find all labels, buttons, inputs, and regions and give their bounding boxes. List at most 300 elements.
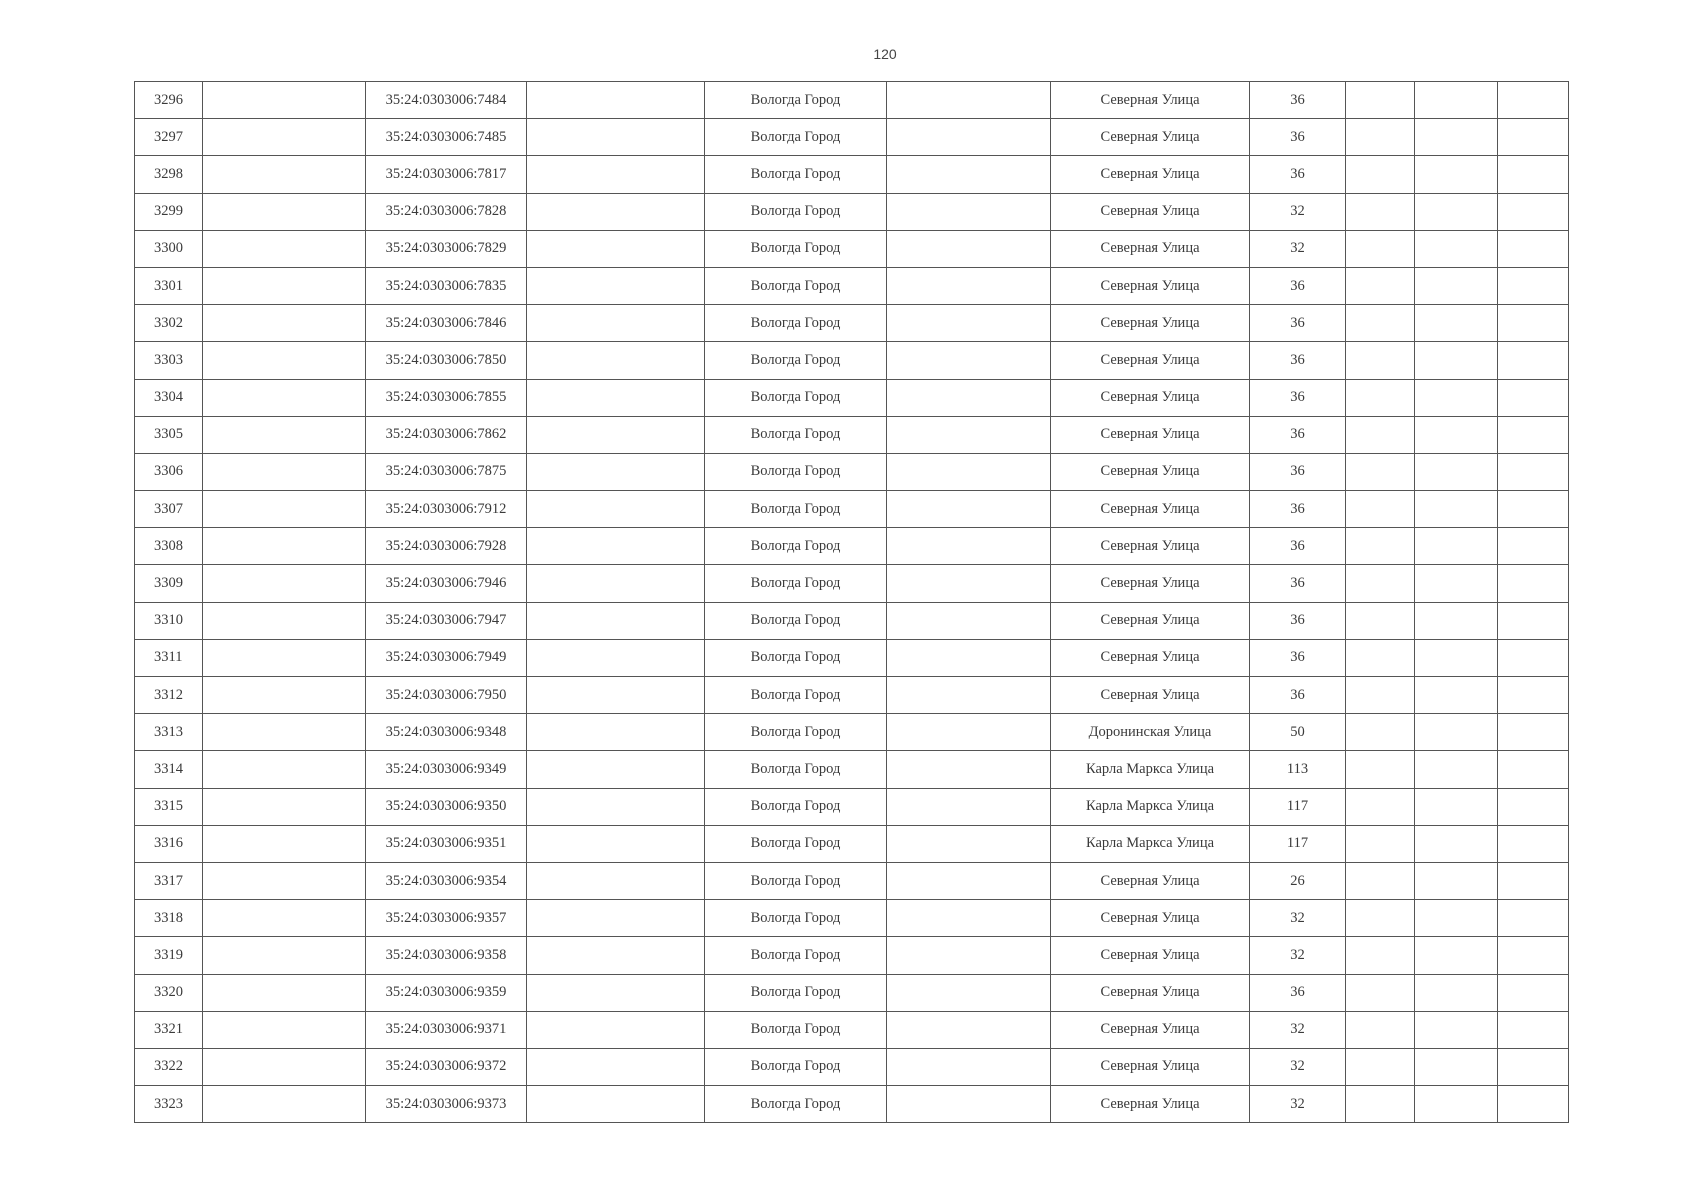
- cell-house-number: 26: [1250, 862, 1346, 899]
- cell-empty: [1415, 156, 1498, 193]
- cell-row-number: 3299: [135, 193, 203, 230]
- cell-empty: [887, 453, 1051, 490]
- table-row: [135, 230, 1569, 267]
- cell-empty: [203, 193, 366, 230]
- cell-empty: [203, 82, 366, 119]
- cell-row-number: 3309: [135, 565, 203, 602]
- cell-empty: [1498, 342, 1569, 379]
- cell-empty: [1346, 677, 1415, 714]
- cell-empty: [527, 937, 705, 974]
- cell-empty: [1415, 565, 1498, 602]
- cell-empty: [1498, 453, 1569, 490]
- cell-empty: [1498, 788, 1569, 825]
- cell-house-number: 32: [1250, 900, 1346, 937]
- cell-city: Вологда Город: [705, 862, 887, 899]
- cell-empty: [1346, 156, 1415, 193]
- table-row: [135, 602, 1569, 639]
- cell-row-number: 3314: [135, 751, 203, 788]
- cell-empty: [527, 714, 705, 751]
- cell-empty: [1346, 937, 1415, 974]
- cell-empty: [1498, 193, 1569, 230]
- cell-house-number: 36: [1250, 342, 1346, 379]
- cell-empty: [1346, 788, 1415, 825]
- cell-empty: [1498, 1048, 1569, 1085]
- table-row: [135, 751, 1569, 788]
- cell-cadastral-number: 35:24:0303006:9371: [366, 1011, 527, 1048]
- cell-cadastral-number: 35:24:0303006:9348: [366, 714, 527, 751]
- cell-empty: [1415, 677, 1498, 714]
- cell-row-number: 3315: [135, 788, 203, 825]
- cell-empty: [1498, 862, 1569, 899]
- cell-empty: [887, 156, 1051, 193]
- cell-city: Вологда Город: [705, 491, 887, 528]
- cell-empty: [1415, 82, 1498, 119]
- cell-house-number: 32: [1250, 937, 1346, 974]
- cell-empty: [1498, 751, 1569, 788]
- cell-empty: [527, 491, 705, 528]
- cell-city: Вологда Город: [705, 900, 887, 937]
- cell-empty: [203, 416, 366, 453]
- cell-empty: [887, 937, 1051, 974]
- cell-empty: [887, 416, 1051, 453]
- cell-empty: [1498, 528, 1569, 565]
- cell-empty: [203, 230, 366, 267]
- cell-cadastral-number: 35:24:0303006:7928: [366, 528, 527, 565]
- cell-empty: [1346, 1048, 1415, 1085]
- cell-cadastral-number: 35:24:0303006:7949: [366, 639, 527, 676]
- cell-empty: [1346, 453, 1415, 490]
- cell-city: Вологда Город: [705, 305, 887, 342]
- cell-empty: [887, 714, 1051, 751]
- cell-cadastral-number: 35:24:0303006:7912: [366, 491, 527, 528]
- cell-cadastral-number: 35:24:0303006:7835: [366, 267, 527, 304]
- registry-table: [134, 81, 1569, 1123]
- table-row: [135, 1011, 1569, 1048]
- cell-row-number: 3316: [135, 825, 203, 862]
- cell-cadastral-number: 35:24:0303006:9372: [366, 1048, 527, 1085]
- cell-empty: [887, 974, 1051, 1011]
- cell-empty: [1498, 825, 1569, 862]
- cell-row-number: 3313: [135, 714, 203, 751]
- cell-house-number: 32: [1250, 193, 1346, 230]
- cell-house-number: 36: [1250, 677, 1346, 714]
- cell-empty: [887, 491, 1051, 528]
- cell-street: Северная Улица: [1051, 305, 1250, 342]
- cell-empty: [1415, 491, 1498, 528]
- cell-house-number: 36: [1250, 156, 1346, 193]
- cell-city: Вологда Город: [705, 453, 887, 490]
- cell-city: Вологда Город: [705, 565, 887, 602]
- cell-empty: [203, 305, 366, 342]
- cell-empty: [1346, 305, 1415, 342]
- cell-street: Северная Улица: [1051, 342, 1250, 379]
- cell-empty: [203, 974, 366, 1011]
- cell-empty: [527, 751, 705, 788]
- cell-city: Вологда Город: [705, 639, 887, 676]
- cell-empty: [887, 751, 1051, 788]
- cell-city: Вологда Город: [705, 1011, 887, 1048]
- cell-empty: [1415, 900, 1498, 937]
- cell-empty: [527, 342, 705, 379]
- cell-empty: [1498, 639, 1569, 676]
- cell-empty: [527, 230, 705, 267]
- cell-empty: [527, 639, 705, 676]
- cell-row-number: 3317: [135, 862, 203, 899]
- cell-empty: [887, 305, 1051, 342]
- cell-house-number: 117: [1250, 825, 1346, 862]
- cell-empty: [1498, 491, 1569, 528]
- cell-cadastral-number: 35:24:0303006:9358: [366, 937, 527, 974]
- cell-house-number: 36: [1250, 453, 1346, 490]
- cell-empty: [1498, 565, 1569, 602]
- cell-empty: [527, 379, 705, 416]
- cell-street: Северная Улица: [1051, 379, 1250, 416]
- cell-empty: [1498, 82, 1569, 119]
- cell-empty: [527, 1011, 705, 1048]
- cell-city: Вологда Город: [705, 156, 887, 193]
- cell-empty: [1346, 900, 1415, 937]
- cell-house-number: 36: [1250, 267, 1346, 304]
- cell-street: Северная Улица: [1051, 193, 1250, 230]
- cell-empty: [1498, 156, 1569, 193]
- cell-empty: [527, 156, 705, 193]
- cell-empty: [1498, 119, 1569, 156]
- cell-empty: [527, 82, 705, 119]
- cell-empty: [887, 82, 1051, 119]
- cell-empty: [887, 565, 1051, 602]
- cell-empty: [203, 900, 366, 937]
- cell-empty: [203, 453, 366, 490]
- cell-empty: [887, 788, 1051, 825]
- cell-cadastral-number: 35:24:0303006:7875: [366, 453, 527, 490]
- cell-empty: [887, 193, 1051, 230]
- cell-row-number: 3321: [135, 1011, 203, 1048]
- table-row: [135, 156, 1569, 193]
- table-row: [135, 491, 1569, 528]
- cell-empty: [1346, 825, 1415, 862]
- cell-empty: [203, 156, 366, 193]
- cell-city: Вологда Город: [705, 193, 887, 230]
- cell-row-number: 3302: [135, 305, 203, 342]
- cell-empty: [527, 1048, 705, 1085]
- cell-empty: [887, 1048, 1051, 1085]
- cell-empty: [1346, 862, 1415, 899]
- cell-street: Северная Улица: [1051, 1086, 1250, 1123]
- cell-empty: [1346, 528, 1415, 565]
- table-row: [135, 862, 1569, 899]
- cell-city: Вологда Город: [705, 825, 887, 862]
- cell-empty: [1415, 751, 1498, 788]
- cell-empty: [527, 119, 705, 156]
- table-row: [135, 267, 1569, 304]
- cell-empty: [1415, 342, 1498, 379]
- cell-empty: [527, 267, 705, 304]
- cell-empty: [1415, 453, 1498, 490]
- cell-empty: [887, 639, 1051, 676]
- cell-empty: [1415, 937, 1498, 974]
- cell-city: Вологда Город: [705, 230, 887, 267]
- cell-empty: [1346, 751, 1415, 788]
- cell-city: Вологда Город: [705, 714, 887, 751]
- cell-house-number: 117: [1250, 788, 1346, 825]
- cell-empty: [203, 1086, 366, 1123]
- cell-empty: [203, 714, 366, 751]
- cell-empty: [527, 677, 705, 714]
- cell-empty: [1346, 639, 1415, 676]
- cell-cadastral-number: 35:24:0303006:7850: [366, 342, 527, 379]
- cell-street: Северная Улица: [1051, 491, 1250, 528]
- cell-empty: [527, 565, 705, 602]
- cell-empty: [1415, 1011, 1498, 1048]
- table-row: [135, 193, 1569, 230]
- cell-empty: [1498, 305, 1569, 342]
- cell-street: Северная Улица: [1051, 639, 1250, 676]
- cell-empty: [887, 1011, 1051, 1048]
- table-row: [135, 900, 1569, 937]
- cell-city: Вологда Город: [705, 602, 887, 639]
- cell-empty: [1415, 825, 1498, 862]
- cell-city: Вологда Город: [705, 267, 887, 304]
- cell-house-number: 36: [1250, 416, 1346, 453]
- table-row: [135, 528, 1569, 565]
- table-row: [135, 937, 1569, 974]
- cell-empty: [203, 788, 366, 825]
- cell-empty: [1415, 714, 1498, 751]
- cell-empty: [1498, 230, 1569, 267]
- cell-house-number: 32: [1250, 1086, 1346, 1123]
- cell-house-number: 36: [1250, 602, 1346, 639]
- cell-empty: [527, 825, 705, 862]
- cell-empty: [1415, 602, 1498, 639]
- cell-empty: [203, 751, 366, 788]
- cell-empty: [203, 1011, 366, 1048]
- cell-empty: [1346, 119, 1415, 156]
- cell-empty: [1415, 788, 1498, 825]
- table-row: [135, 453, 1569, 490]
- cell-empty: [887, 862, 1051, 899]
- table-row: [135, 1086, 1569, 1123]
- cell-empty: [1498, 937, 1569, 974]
- cell-street: Северная Улица: [1051, 230, 1250, 267]
- cell-cadastral-number: 35:24:0303006:7829: [366, 230, 527, 267]
- cell-empty: [203, 639, 366, 676]
- cell-empty: [1346, 230, 1415, 267]
- table-row: [135, 639, 1569, 676]
- cell-empty: [203, 862, 366, 899]
- cell-city: Вологда Город: [705, 937, 887, 974]
- cell-cadastral-number: 35:24:0303006:9350: [366, 788, 527, 825]
- cell-empty: [1415, 379, 1498, 416]
- cell-street: Северная Улица: [1051, 1011, 1250, 1048]
- cell-house-number: 36: [1250, 305, 1346, 342]
- cell-empty: [1346, 193, 1415, 230]
- cell-street: Северная Улица: [1051, 1048, 1250, 1085]
- cell-empty: [1346, 379, 1415, 416]
- table-row: [135, 825, 1569, 862]
- cell-empty: [203, 267, 366, 304]
- cell-empty: [203, 602, 366, 639]
- cell-street: Северная Улица: [1051, 677, 1250, 714]
- cell-empty: [527, 305, 705, 342]
- table-row: [135, 416, 1569, 453]
- cell-house-number: 36: [1250, 119, 1346, 156]
- cell-street: Северная Улица: [1051, 267, 1250, 304]
- cell-empty: [887, 342, 1051, 379]
- cell-empty: [1415, 974, 1498, 1011]
- cell-house-number: 36: [1250, 974, 1346, 1011]
- cell-empty: [887, 379, 1051, 416]
- cell-row-number: 3305: [135, 416, 203, 453]
- cell-house-number: 50: [1250, 714, 1346, 751]
- cell-row-number: 3296: [135, 82, 203, 119]
- cell-row-number: 3318: [135, 900, 203, 937]
- cell-empty: [203, 342, 366, 379]
- cell-cadastral-number: 35:24:0303006:7862: [366, 416, 527, 453]
- cell-empty: [527, 1086, 705, 1123]
- cell-row-number: 3303: [135, 342, 203, 379]
- cell-empty: [203, 825, 366, 862]
- cell-house-number: 36: [1250, 491, 1346, 528]
- cell-street: Северная Улица: [1051, 416, 1250, 453]
- cell-cadastral-number: 35:24:0303006:7947: [366, 602, 527, 639]
- cell-empty: [1415, 1048, 1498, 1085]
- cell-empty: [1498, 714, 1569, 751]
- cell-cadastral-number: 35:24:0303006:9373: [366, 1086, 527, 1123]
- cell-empty: [1498, 677, 1569, 714]
- cell-empty: [1346, 974, 1415, 1011]
- cell-empty: [1498, 602, 1569, 639]
- cell-empty: [1415, 1086, 1498, 1123]
- cell-house-number: 32: [1250, 1011, 1346, 1048]
- cell-street: Северная Улица: [1051, 82, 1250, 119]
- cell-empty: [1346, 491, 1415, 528]
- cell-street: Северная Улица: [1051, 453, 1250, 490]
- cell-empty: [1346, 714, 1415, 751]
- cell-street: Северная Улица: [1051, 119, 1250, 156]
- cell-house-number: 36: [1250, 379, 1346, 416]
- cell-empty: [887, 677, 1051, 714]
- cell-city: Вологда Город: [705, 342, 887, 379]
- table-row: [135, 714, 1569, 751]
- cell-city: Вологда Город: [705, 974, 887, 1011]
- cell-street: Северная Улица: [1051, 862, 1250, 899]
- cell-empty: [1346, 1011, 1415, 1048]
- cell-house-number: 113: [1250, 751, 1346, 788]
- cell-city: Вологда Город: [705, 119, 887, 156]
- cell-house-number: 36: [1250, 639, 1346, 676]
- cell-empty: [1415, 305, 1498, 342]
- cell-row-number: 3308: [135, 528, 203, 565]
- cell-empty: [527, 788, 705, 825]
- cell-empty: [203, 119, 366, 156]
- cell-row-number: 3312: [135, 677, 203, 714]
- cell-empty: [203, 565, 366, 602]
- cell-empty: [1415, 267, 1498, 304]
- cell-cadastral-number: 35:24:0303006:7484: [366, 82, 527, 119]
- cell-empty: [527, 900, 705, 937]
- cell-empty: [1498, 974, 1569, 1011]
- cell-cadastral-number: 35:24:0303006:9359: [366, 974, 527, 1011]
- cell-street: Северная Улица: [1051, 937, 1250, 974]
- cell-empty: [1346, 416, 1415, 453]
- cell-empty: [1415, 416, 1498, 453]
- cell-street: Северная Улица: [1051, 974, 1250, 1011]
- cell-empty: [1415, 528, 1498, 565]
- cell-empty: [1415, 639, 1498, 676]
- cell-cadastral-number: 35:24:0303006:7846: [366, 305, 527, 342]
- cell-row-number: 3306: [135, 453, 203, 490]
- cell-row-number: 3322: [135, 1048, 203, 1085]
- cell-empty: [1415, 193, 1498, 230]
- cell-empty: [527, 416, 705, 453]
- cell-empty: [887, 825, 1051, 862]
- cell-city: Вологда Город: [705, 677, 887, 714]
- cell-empty: [1498, 416, 1569, 453]
- cell-empty: [203, 379, 366, 416]
- cell-empty: [887, 119, 1051, 156]
- cell-empty: [203, 937, 366, 974]
- cell-empty: [887, 602, 1051, 639]
- cell-empty: [203, 528, 366, 565]
- cell-row-number: 3323: [135, 1086, 203, 1123]
- table-row: [135, 974, 1569, 1011]
- cell-city: Вологда Город: [705, 788, 887, 825]
- cell-empty: [1346, 602, 1415, 639]
- cell-empty: [527, 862, 705, 899]
- cell-cadastral-number: 35:24:0303006:9351: [366, 825, 527, 862]
- cell-row-number: 3300: [135, 230, 203, 267]
- cell-city: Вологда Город: [705, 751, 887, 788]
- cell-row-number: 3301: [135, 267, 203, 304]
- cell-cadastral-number: 35:24:0303006:7485: [366, 119, 527, 156]
- cell-street: Карла Маркса Улица: [1051, 788, 1250, 825]
- cell-house-number: 36: [1250, 528, 1346, 565]
- cell-empty: [1498, 1011, 1569, 1048]
- cell-street: Северная Улица: [1051, 565, 1250, 602]
- cell-row-number: 3311: [135, 639, 203, 676]
- cell-street: Карла Маркса Улица: [1051, 825, 1250, 862]
- cell-empty: [1346, 565, 1415, 602]
- cell-empty: [527, 528, 705, 565]
- cell-empty: [1415, 230, 1498, 267]
- table-row: [135, 565, 1569, 602]
- cell-empty: [1346, 267, 1415, 304]
- cell-empty: [887, 528, 1051, 565]
- cell-empty: [527, 453, 705, 490]
- cell-house-number: 36: [1250, 82, 1346, 119]
- cell-empty: [1498, 267, 1569, 304]
- cell-empty: [1498, 379, 1569, 416]
- cell-cadastral-number: 35:24:0303006:7828: [366, 193, 527, 230]
- cell-empty: [1415, 119, 1498, 156]
- table-row: [135, 1048, 1569, 1085]
- cell-empty: [1415, 862, 1498, 899]
- cell-empty: [887, 1086, 1051, 1123]
- cell-street: Северная Улица: [1051, 156, 1250, 193]
- cell-row-number: 3310: [135, 602, 203, 639]
- cell-city: Вологда Город: [705, 528, 887, 565]
- cell-row-number: 3320: [135, 974, 203, 1011]
- cell-empty: [1498, 900, 1569, 937]
- table-row: [135, 342, 1569, 379]
- cell-empty: [1346, 1086, 1415, 1123]
- cell-city: Вологда Город: [705, 1086, 887, 1123]
- cell-cadastral-number: 35:24:0303006:7817: [366, 156, 527, 193]
- cell-cadastral-number: 35:24:0303006:7946: [366, 565, 527, 602]
- cell-row-number: 3304: [135, 379, 203, 416]
- cell-street: Северная Улица: [1051, 602, 1250, 639]
- cell-house-number: 32: [1250, 1048, 1346, 1085]
